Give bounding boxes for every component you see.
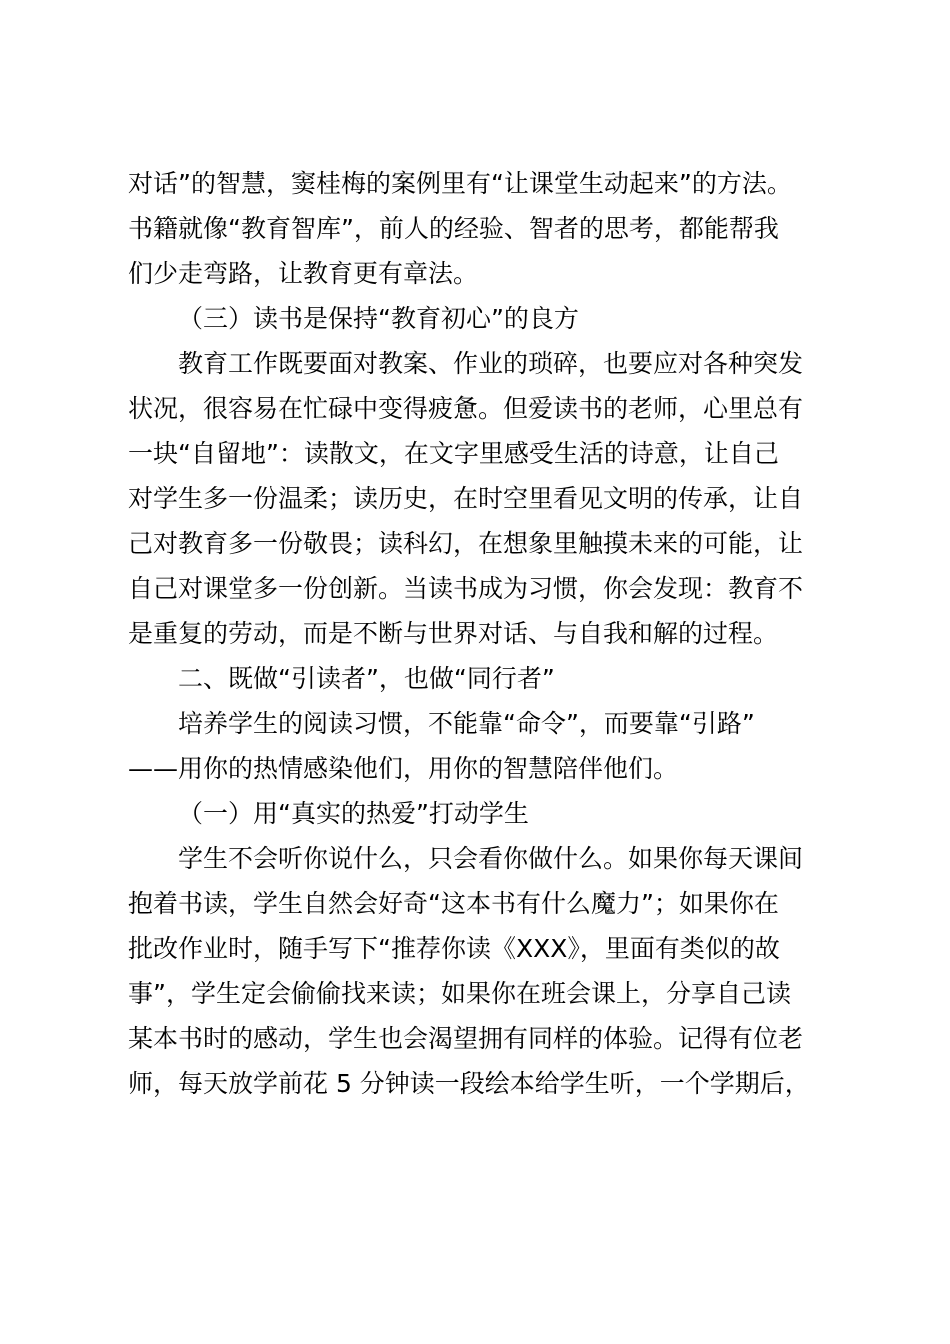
- text-line: 事”，学生定会偷偷找来读；如果你在班会课上，分享自己读: [128, 979, 791, 1008]
- text-line: 抱着书读，学生自然会好奇“这本书有什么魔力”；如果你在: [128, 889, 779, 918]
- text-line: 对话”的智慧，窦桂梅的案例里有“让课堂生动起来”的方法。: [128, 169, 792, 198]
- text-line: 对学生多一份温柔；读历史，在时空里看见文明的传承，让自: [128, 484, 804, 513]
- text-line: 培养学生的阅读习惯，不能靠“命令”，而要靠“引路”: [178, 709, 755, 738]
- section-heading: （三）读书是保持“教育初心”的良方: [178, 304, 579, 333]
- text-line: 某本书时的感动，学生也会渴望拥有同样的体验。记得有位老: [128, 1024, 804, 1053]
- section-heading: 二、既做“引读者”，也做“同行者”: [178, 664, 555, 693]
- text-line: 们少走弯路，让教育更有章法。: [128, 259, 479, 288]
- text-line: 状况，很容易在忙碌中变得疲惫。但爱读书的老师，心里总有: [128, 394, 804, 423]
- text-line: 自己对课堂多一份创新。当读书成为习惯，你会发现：教育不: [128, 574, 804, 603]
- text-line: 师，每天放学前花 5 分钟读一段绘本给学生听，一个学期后，: [128, 1069, 810, 1098]
- text-line: ——用你的热情感染他们，用你的智慧陪伴他们。: [128, 754, 679, 783]
- section-heading: （一）用“真实的热爱”打动学生: [178, 799, 529, 828]
- text-line: 教育工作既要面对教案、作业的琐碎，也要应对各种突发: [178, 349, 804, 378]
- text-line: 学生不会听你说什么，只会看你做什么。如果你每天课间: [178, 844, 804, 873]
- text-line: 一块“自留地”：读散文，在文字里感受生活的诗意，让自己: [128, 439, 779, 468]
- text-line: 是重复的劳动，而是不断与世界对话、与自我和解的过程。: [128, 619, 779, 648]
- text-line: 书籍就像“教育智库”，前人的经验、智者的思考，都能帮我: [128, 214, 779, 243]
- text-line: 己对教育多一份敬畏；读科幻，在想象里触摸未来的可能，让: [128, 529, 804, 558]
- text-line: 批改作业时，随手写下“推荐你读《XXX》，里面有类似的故: [128, 934, 780, 963]
